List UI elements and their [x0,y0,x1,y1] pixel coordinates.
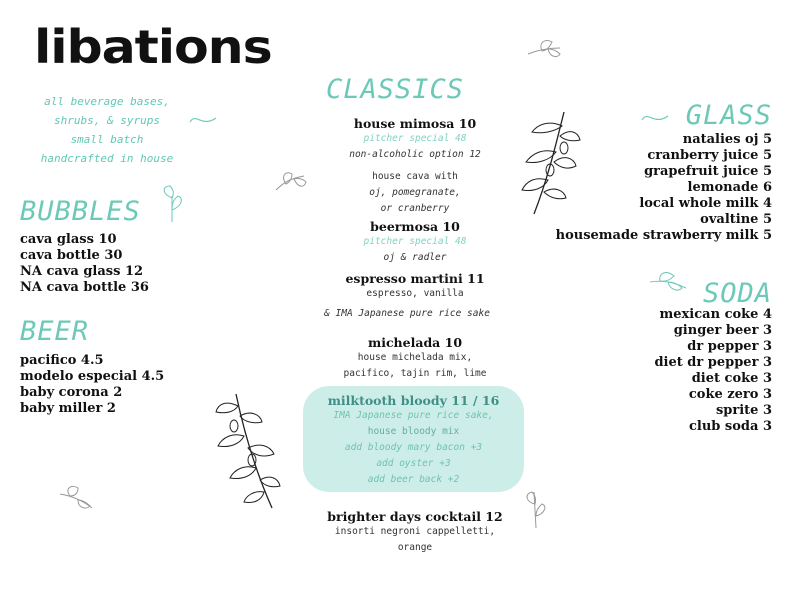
swirl-icon [640,110,670,126]
drink-desc: house cava with [372,171,458,182]
bubbles-list [20,232,149,296]
pitcher-special: pitcher special 48 [363,236,467,247]
mimosa-block [290,116,540,217]
tagline-line: small batch [70,133,144,146]
drink-name: house mimosa 10 [353,116,477,131]
menu-item: cranberry juice 5 [647,148,772,163]
logo-wordmark: libations [34,20,272,74]
menu-item: club soda 3 [689,419,772,434]
beer-heading: BEER [20,316,90,347]
menu-item: ovaltine 5 [700,212,772,227]
tagline-line: handcrafted in house [40,152,174,165]
drink-desc: oj, pomegranate, [369,187,461,198]
drink-desc: pacifico, tajin rim, lime [343,368,487,379]
tagline-line: all beverage bases, [44,95,170,108]
pitcher-special: pitcher special 48 [363,133,467,144]
olive-branch-icon [214,392,280,512]
menu-item: natalies oj 5 [682,132,772,147]
leaf-sprig-icon [158,184,186,224]
glass-list [556,132,772,244]
soda-heading: SODA [702,278,772,309]
add-on: add oyster +3 [376,458,451,469]
drink-desc: & IMA Japanese pure rice sake [324,308,490,319]
menu-item: grapefruit juice 5 [644,164,772,179]
drink-name: espresso martini 11 [345,271,485,286]
bloody-block [303,393,524,488]
drink-desc: espresso, vanilla [366,288,464,299]
drink-desc: oj & radler [383,252,447,263]
drink-name: michelada 10 [367,335,463,350]
menu-item: baby miller 2 [20,401,116,416]
menu-item: baby corona 2 [20,385,123,400]
leaf-sprig-icon [526,36,562,62]
soda-list [654,307,772,435]
menu-item: coke zero 3 [688,387,772,402]
beer-list [20,353,164,417]
menu-item: lemonade 6 [687,180,772,195]
menu-item: modelo especial 4.5 [20,369,165,384]
menu-item: sprite 3 [715,403,772,418]
menu-item: diet dr pepper 3 [654,355,772,370]
menu-item: mexican coke 4 [659,307,772,322]
menu-item: diet coke 3 [691,371,772,386]
tagline-line: shrubs, & syrups [54,114,160,127]
drink-desc: insorti negroni cappelletti, [334,526,496,537]
drink-desc: house michelada mix, [357,352,473,363]
menu-item: cava bottle 30 [20,248,123,263]
tagline [22,92,192,168]
leaf-sprig-icon [522,490,548,530]
add-on: add bloody mary bacon +3 [344,442,483,453]
drink-desc: orange [397,542,433,553]
drink-desc: IMA Japanese pure rice sake, [333,410,494,421]
glass-heading: GLASS [685,100,772,131]
drink-name: milktooth bloody 11 / 16 [327,393,500,408]
espresso-block [290,271,540,302]
drink-desc: or cranberry [380,203,450,214]
beermosa-block [290,219,540,266]
michelada-block [290,335,540,382]
menu-item: housemade strawberry milk 5 [555,228,772,243]
drink-name: beermosa 10 [370,219,460,234]
menu-item: NA cava glass 12 [20,264,144,279]
menu-item: local whole milk 4 [639,196,772,211]
drink-name: brighter days cocktail 12 [327,509,503,524]
menu-item: cava glass 10 [20,232,117,247]
add-on: add beer back +2 [367,474,460,485]
na-option: non-alcoholic option 12 [349,149,481,160]
menu-item: NA cava bottle 36 [20,280,149,295]
menu-item: dr pepper 3 [687,339,772,354]
menu-item: ginger beer 3 [673,323,772,338]
classics-heading: CLASSICS [325,74,465,105]
olive-branch-icon [520,108,582,218]
leaf-sprig-icon [58,484,94,512]
menu-item: pacifico 4.5 [20,353,104,368]
leaf-sprig-icon [648,268,688,294]
brighter-block [290,509,540,556]
swirl-icon [188,112,218,128]
bubbles-heading: BUBBLES [20,196,141,227]
drink-desc: house bloody mix [367,426,460,437]
leaf-sprig-icon [272,166,308,194]
